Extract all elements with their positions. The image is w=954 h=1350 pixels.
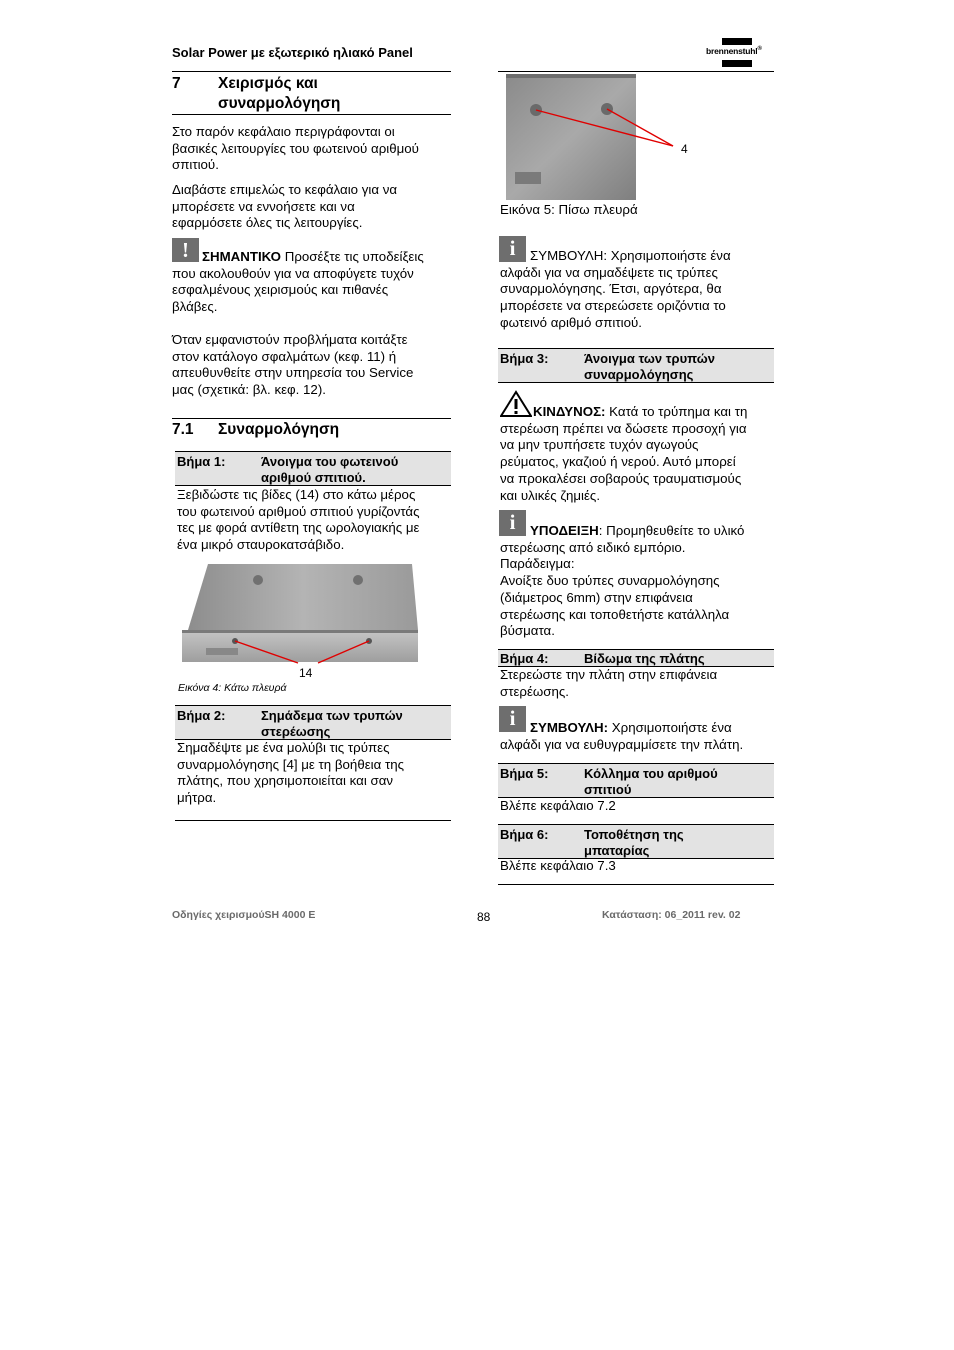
info-icon: i bbox=[499, 236, 526, 262]
hint-note: ΥΠΟΔΕΙΞΗ: Προμηθευθείτε το υλικό στερέωσης από ειδικό εμπόριο. Παράδειγμα: Ανοίξτε δυο τρύπες συναρμολόγησης (διάμετρος 6mm) στην επιφάνεια στερέωσης και τοποθετήστε κατάλληλα βύσματα. bbox=[500, 523, 745, 639]
brennenstuhl-logo: brennenstuhl® bbox=[702, 38, 776, 68]
footer-left: Οδηγίες χειρισμούSH 4000 E bbox=[172, 909, 316, 921]
intro-paragraph: Στο παρόν κεφάλαιο περιγράφονται οι βασικές λειτουργίες του φωτεινού αριθμού σπιτιού. bbox=[172, 124, 419, 173]
section-title: Χειρισμός και συναρμολόγηση bbox=[218, 75, 341, 112]
divider bbox=[498, 71, 774, 72]
divider bbox=[498, 884, 774, 885]
danger-note: ΚΙΝΔΥΝΟΣ: Κατά το τρύπημα και τη στερέωση πρέπει να δώσετε προσοχή για να μην τρυπήσετε τυχόν αγωγούς ρεύματος, γκαζιού ή νερού. Αυτό μπορεί να προκαλέσει σοβαρούς τραυματισμούς και υλικές ζημιές. bbox=[500, 404, 748, 503]
step-6-text: Βλέπε κεφάλαιο 7.3 bbox=[500, 858, 616, 873]
step-1-text: Ξεβιδώστε τις βίδες (14) στο κάτω μέρος του φωτεινού αριθμού σπιτιού γυρίζοντάς τες με φορά αντίθετη της ωρολογιακής με ένα μικρό σταυροκατσάβιδο. bbox=[177, 487, 420, 553]
step-2-text: Σημαδέψτε με ένα μολύβι τις τρύπες συναρμολόγησης [4] με τη βοήθεια της πλάτης, που χρησιμοποιείται και σαν μήτρα. bbox=[177, 740, 405, 806]
info-icon: i bbox=[499, 510, 526, 536]
document-header-title: Solar Power με εξωτερικό ηλιακό Panel bbox=[172, 45, 413, 60]
divider bbox=[175, 820, 451, 821]
subsection-title: Συναρμολόγηση bbox=[218, 421, 340, 438]
step-6-header: Βήμα 6: Τοποθέτηση της μπαταρίας bbox=[498, 824, 774, 859]
footer-right: Κατάσταση: 06_2011 rev. 02 bbox=[602, 909, 741, 921]
tip-note: ΣΥΜΒΟΥΛΗ: Χρησιμοποιήστε ένα αλφάδι για να ευθυγραμμίσετε την πλάτη. bbox=[500, 720, 744, 752]
step-3-header: Βήμα 3: Άνοιγμα των τρυπών συναρμολόγησης bbox=[498, 348, 774, 383]
exclamation-icon: ! bbox=[172, 238, 199, 262]
step-4-header: Βήμα 4: Βίδωμα της πλάτης bbox=[498, 649, 774, 667]
figure-5-callout: 4 bbox=[681, 142, 688, 156]
step-4-text: Στερεώστε την πλάτη στην επιφάνεια στερέωσης. bbox=[500, 667, 718, 699]
step-5-text: Βλέπε κεφάλαιο 7.2 bbox=[500, 798, 616, 813]
figure-5-caption: Εικόνα 5: Πίσω πλευρά bbox=[500, 202, 638, 217]
tip-note: ΣΥΜΒΟΥΛΗ: Χρησιμοποιήστε ένα αλφάδι για να σημαδέψετε τις τρύπες συναρμολόγησης. Έτσι, αργότερα, θα μπορέσετε να στερεώσετε οριζόντια το φωτεινό αριθμό σπιτιού. bbox=[500, 248, 731, 330]
problems-paragraph: Όταν εμφανιστούν προβλήματα κοιτάξτε στον κατάλογο σφαλμάτων (κεφ. 11) ή απευθυνθείτε στην υπηρεσία του Service μας (σχετικά: βλ. κεφ. 12). bbox=[172, 332, 414, 398]
subsection-number: 7.1 bbox=[172, 421, 194, 438]
figure-4-caption: Εικόνα 4: Κάτω πλευρά bbox=[178, 682, 287, 694]
figure-5-back-side bbox=[503, 74, 703, 202]
page-number: 88 bbox=[477, 910, 491, 924]
section-number: 7 bbox=[172, 75, 181, 92]
divider bbox=[172, 418, 451, 419]
intro-paragraph: Διαβάστε επιμελώς το κεφάλαιο για να μπορέσετε να εννοήσετε και να εφαρμόσετε όλες τις λειτουργίες. bbox=[172, 182, 398, 231]
step-2-header: Βήμα 2: Σημάδεμα των τρυπών στερέωσης bbox=[175, 705, 451, 740]
step-5-header: Βήμα 5: Κόλλημα του αριθμού σπιτιού bbox=[498, 763, 774, 798]
divider bbox=[172, 71, 451, 72]
step-1-header: Βήμα 1: Άνοιγμα του φωτεινού αριθμού σπιτιού. bbox=[175, 451, 451, 486]
figure-4-callout: 14 bbox=[299, 666, 313, 680]
divider bbox=[172, 114, 451, 115]
info-icon: i bbox=[499, 706, 526, 732]
important-note: ΣΗΜΑΝΤΙΚΟ Προσέξτε τις υποδείξεις που ακολουθούν για να αποφύγετε τυχόν εσφαλμένους χειρισμούς και πιθανές βλάβες. bbox=[172, 249, 424, 315]
